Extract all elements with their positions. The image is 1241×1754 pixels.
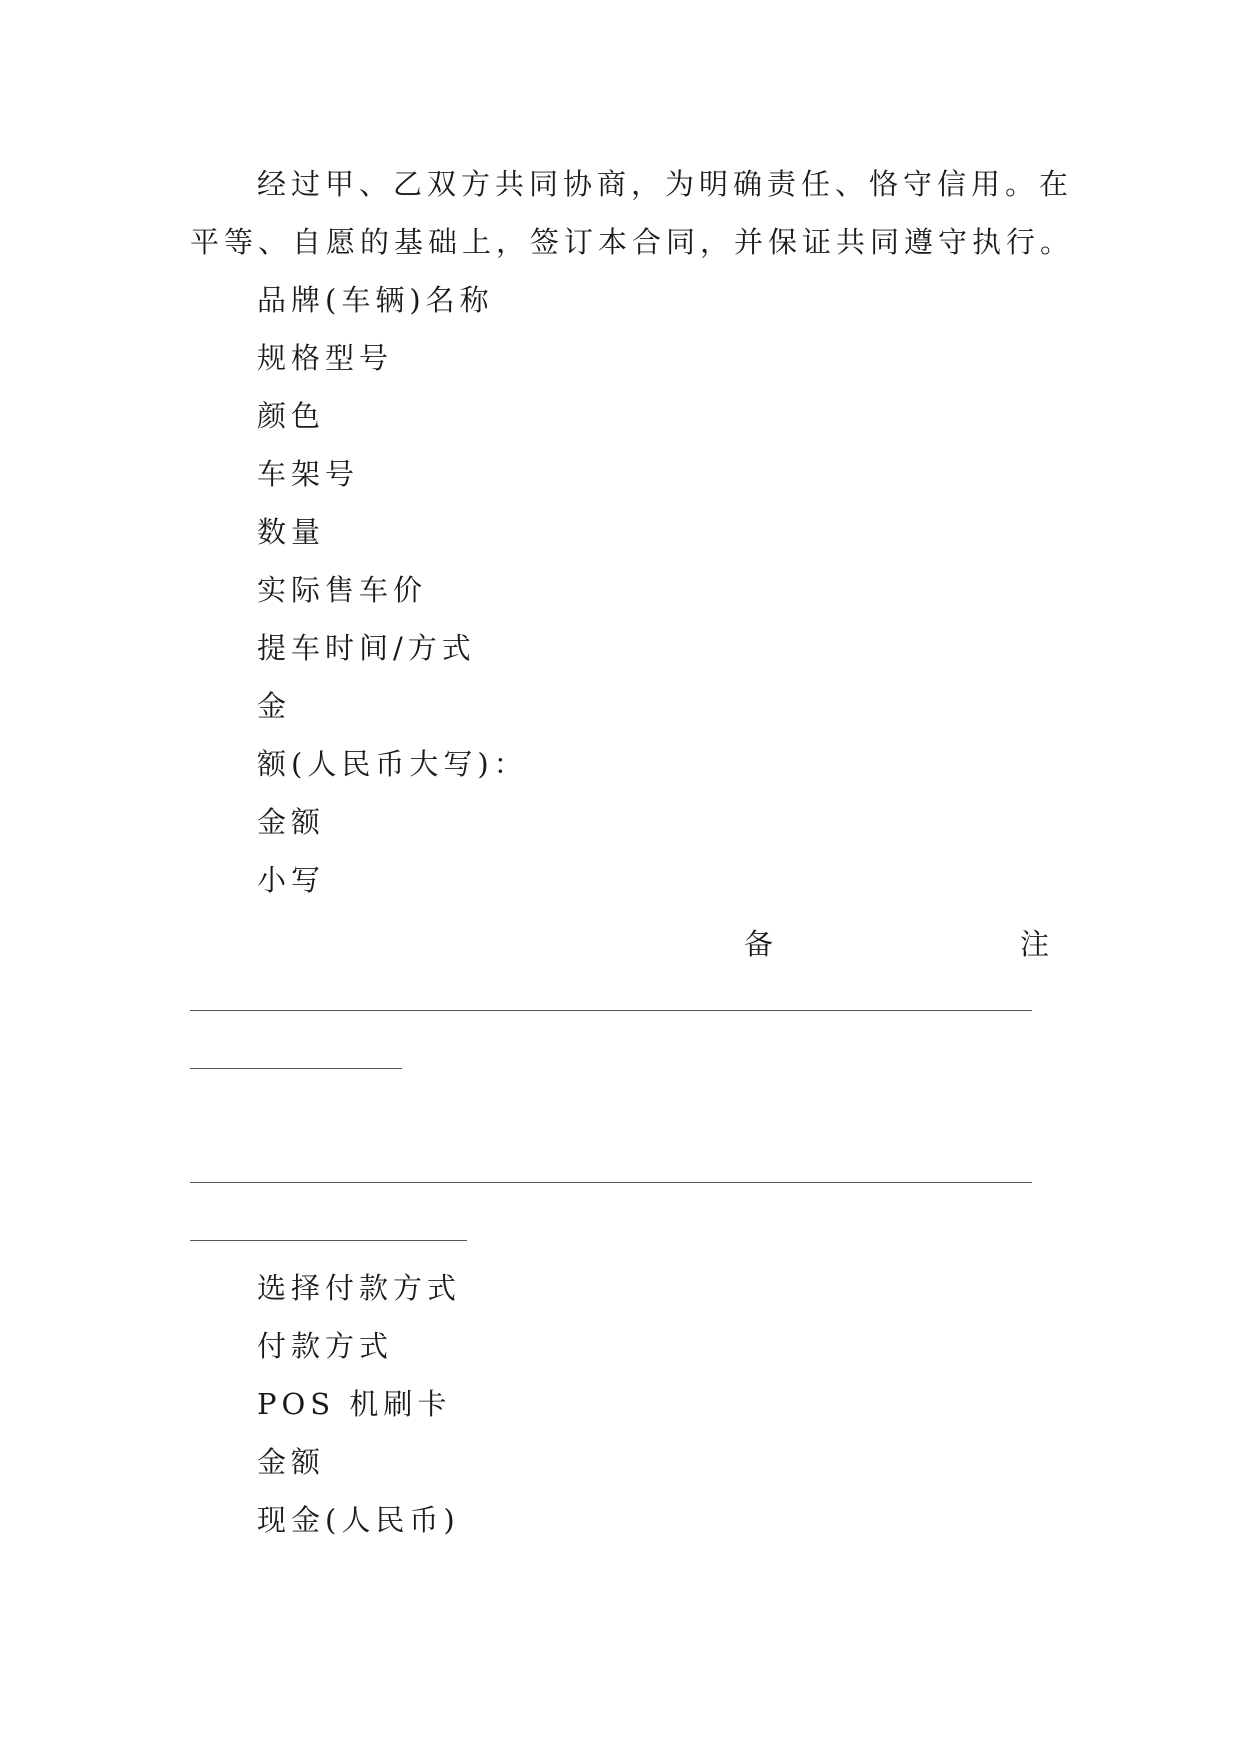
field-vin: 车架号	[257, 457, 360, 491]
field-amount-char: 金	[257, 689, 292, 723]
payment-method: 付款方式	[257, 1329, 394, 1363]
remarks-rule-1	[190, 1010, 1032, 1011]
remarks-rule-4	[190, 1240, 467, 1241]
field-amount-uppercase: 额(人民币大写)：	[257, 747, 528, 781]
payment-cash: 现金(人民币)	[257, 1503, 460, 1537]
field-amount-lowercase: 小写	[257, 863, 326, 897]
payment-select-method: 选择付款方式	[257, 1271, 462, 1305]
payment-pos-card: POS 机刷卡	[257, 1387, 452, 1421]
remarks-label-char-2: 注	[1020, 927, 1050, 961]
field-pickup-time: 提车时间/方式	[257, 631, 476, 665]
intro-line-2: 平等、自愿的基础上，签订本合同，并保证共同遵守执行。	[190, 225, 1075, 259]
field-color: 颜色	[257, 399, 326, 433]
field-amount: 金额	[257, 805, 326, 839]
field-brand-name: 品牌(车辆)名称	[257, 283, 494, 317]
field-quantity: 数量	[257, 515, 326, 549]
remarks-label-char-1: 备	[744, 927, 774, 961]
remarks-rule-3	[190, 1182, 1032, 1183]
field-actual-price: 实际售车价	[257, 573, 428, 607]
remarks-rule-2	[190, 1068, 402, 1069]
field-model-spec: 规格型号	[257, 341, 394, 375]
payment-amount: 金额	[257, 1445, 326, 1479]
intro-line-1: 经过甲、乙双方共同协商，为明确责任、恪守信用。在	[257, 167, 1074, 201]
